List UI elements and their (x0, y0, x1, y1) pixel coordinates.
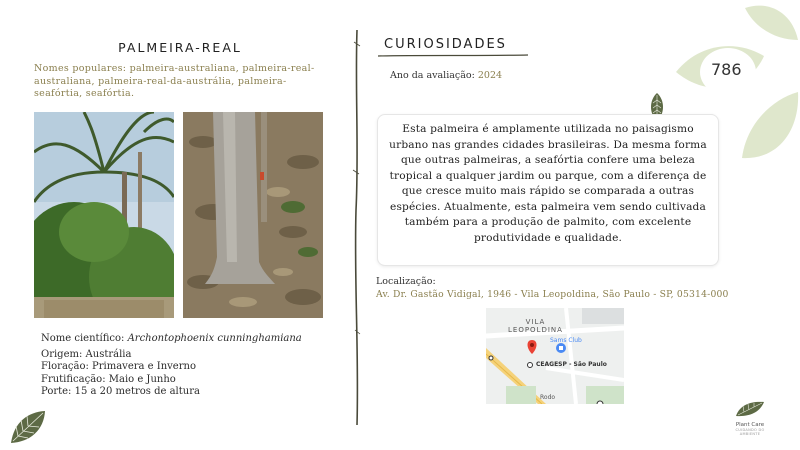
popular-names: Nomes populares: palmeira-australiana, palmeira-real-australiana, palmeira-real-da-austrália, palmeira-seafórtia, seafórtia. (34, 63, 315, 99)
location-map[interactable] (486, 308, 624, 404)
plant-title: PALMEIRA-REAL (118, 40, 242, 55)
plant-care-logo (728, 400, 772, 436)
vertical-divider (350, 30, 364, 425)
curiosities-text: Esta palmeira é amplamente utilizada no paisagismo urbano nas grandes cidades brasileiras. Da mesma forma que outras palmeiras, a seafórtia confere uma beleza tropical a qualquer jardim ou parque, com a diferença de que cresce muito mais rápido se comparada a outras espécies. Atualmente, esta palmeira vem sendo cultivada também para a produção de palmito, com excelente produtividade e qualidade. (389, 123, 707, 244)
scientific-name: Archontophoenix cunninghamiana (127, 333, 302, 344)
evaluation-year (390, 70, 502, 81)
map-district-label: VILA LEOPOLDINA (508, 318, 563, 334)
scientific-label: Nome científico: (41, 333, 125, 344)
title-underline (378, 54, 528, 57)
map-pin-label: CEAGESP - São Paulo (536, 361, 607, 368)
scientific-name-row (41, 333, 302, 346)
location-address: Av. Dr. Gastão Vidigal, 1946 - Vila Leopoldina, São Paulo - SP, 05314-000 (376, 289, 729, 300)
plant-facts (41, 333, 302, 399)
curiosities-title: CURIOSIDADES (384, 37, 507, 52)
logo-name: Plant Care (735, 422, 765, 428)
origin: Origem: Austrália (41, 348, 132, 360)
curiosities-card (377, 114, 719, 266)
evaluation-number: 786 (711, 60, 742, 79)
location-label: Localização: (376, 276, 436, 287)
leaf-icon (8, 408, 48, 446)
year-label: Ano da avaliação: (390, 70, 475, 81)
logo-leaf-icon (734, 400, 766, 418)
fruiting: Frutificação: Maio e Junho (41, 373, 176, 385)
map-poi-label: Sams Club (550, 337, 582, 344)
palm-trunk-photo (183, 112, 323, 318)
palm-canopy-photo (34, 112, 174, 318)
year-value: 2024 (477, 70, 503, 81)
size: Porte: 15 a 20 metros de altura (41, 386, 200, 397)
map-road-label: Rodo (540, 394, 556, 401)
flowering: Floração: Primavera e Inverno (41, 361, 196, 372)
logo-tagline: CUIDANDO DO AMBIENTE (735, 428, 765, 436)
